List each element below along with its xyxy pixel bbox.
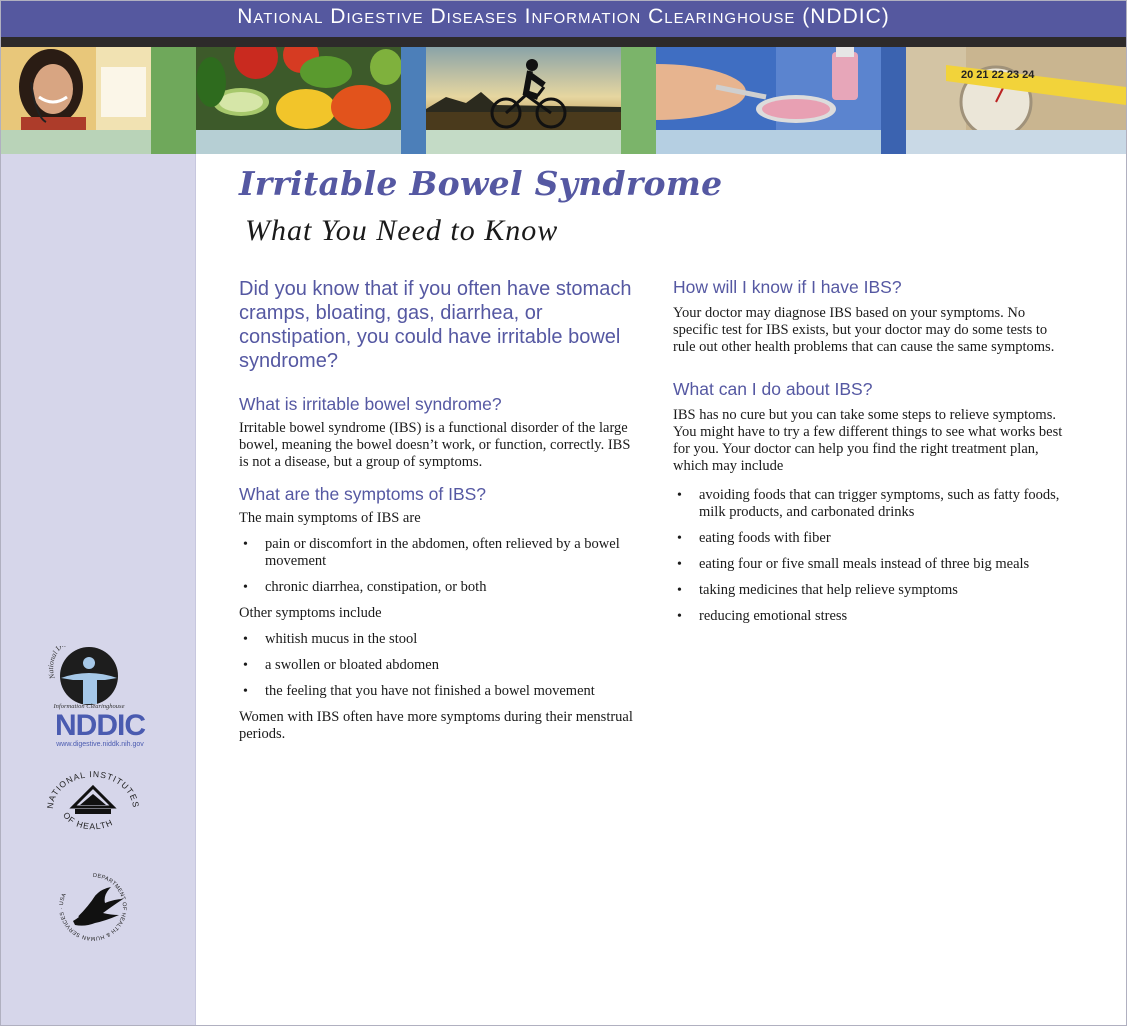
nddic-logo-top-text: National D xyxy=(46,646,64,681)
nddic-logo-bottom-text: Information Clearinghouse xyxy=(53,703,125,710)
symptoms-main-intro: The main symptoms of IBS are xyxy=(239,510,421,526)
list-item: • eating foods with fiber xyxy=(673,530,1073,547)
treatment-list xyxy=(673,487,1073,625)
nddic-logo-url: www.digestive.niddk.nih.gov xyxy=(56,741,144,748)
other-symptoms-list xyxy=(239,631,639,700)
list-item: • taking medicines that help relieve symptoms xyxy=(673,582,1073,599)
photo-divider-blue-2 xyxy=(881,47,906,130)
nih-bottom-text: OF HEALTH xyxy=(61,810,115,832)
svg-text:20 21 22 23 24: 20 21 22 23 24 xyxy=(961,69,1035,81)
section-heading-symptoms: What are the symptoms of IBS? xyxy=(239,484,487,504)
section-body-what-do: IBS has no cure but you can take some steps to relieve symptoms. You might have to try a few different things to see what works best for you. Your doctor can help you find the right treatment plan, which may include xyxy=(673,407,1063,474)
banner-title: National Digestive Diseases Information Clearinghouse (NDDIC) xyxy=(237,5,890,28)
symptoms-closing: Women with IBS often have more symptoms during their menstrual periods. xyxy=(239,709,633,742)
header-divider xyxy=(1,37,1126,47)
section-body-how-know: Your doctor may diagnose IBS based on your symptoms. No specific test for IBS exists, but your doctor may do some tests to rule out other health problems that can cause the same symptoms. xyxy=(673,305,1055,355)
nih-top-text: NATIONAL INSTITUTES xyxy=(44,769,142,810)
photo-divider-green-2 xyxy=(621,47,656,130)
list-item: • pain or discomfort in the abdomen, often relieved by a bowel movement xyxy=(239,536,639,570)
hhs-ring-text: DEPARTMENT OF HEALTH & HUMAN SERVICES · USA xyxy=(58,872,128,942)
symptoms-other-intro: Other symptoms include xyxy=(239,605,382,621)
main-symptoms-list xyxy=(239,536,639,596)
section-heading-how-know: How will I know if I have IBS? xyxy=(673,277,902,297)
intro-question: Did you know that if you often have stomach cramps, bloating, gas, diarrhea, or constipation, you could have irritable bowel syndrome? xyxy=(239,278,632,372)
hhs-logo xyxy=(39,869,147,945)
list-item: • the feeling that you have not finished a bowel movement xyxy=(239,683,639,700)
list-item: • eating four or five small meals instead of three big meals xyxy=(673,556,1073,573)
page-subtitle: What You Need to Know xyxy=(245,214,559,247)
list-item: • reducing emotional stress xyxy=(673,608,1073,625)
cyclist-sunset-photo xyxy=(426,47,621,130)
photo-divider-blue xyxy=(401,47,426,130)
section-body-what-is: Irritable bowel syndrome (IBS) is a functional disorder of the large bowel, meaning the bowel doesn’t work, or function, correctly. IBS is not a disease, but a group of symptoms. xyxy=(239,420,631,470)
list-item: • a swollen or bloated abdomen xyxy=(239,657,639,674)
page-title: Irritable Bowel Syndrome xyxy=(239,164,723,203)
nddic-logo xyxy=(25,646,175,751)
woman-with-headset-photo xyxy=(1,47,151,130)
list-item: • chronic diarrhea, constipation, or both xyxy=(239,579,639,596)
tint-strip xyxy=(1,130,1126,154)
section-heading-what-is: What is irritable bowel syndrome? xyxy=(239,394,502,414)
section-heading-what-do: What can I do about IBS? xyxy=(673,379,873,399)
measuring-tape-photo xyxy=(906,47,1126,130)
right-column xyxy=(673,276,1073,634)
list-item: • whitish mucus in the stool xyxy=(239,631,639,648)
nddic-logo-name: NDDIC xyxy=(55,709,145,742)
left-column xyxy=(239,277,639,757)
nih-logo xyxy=(41,769,145,839)
vegetables-photo xyxy=(196,47,401,130)
header-banner xyxy=(1,1,1126,37)
medicine-spoon-photo xyxy=(656,47,881,130)
list-item: • avoiding foods that can trigger symptoms, such as fatty foods, milk products, and carbonated drinks xyxy=(673,487,1073,521)
photo-strip xyxy=(1,47,1126,130)
photo-divider-green xyxy=(151,47,196,130)
